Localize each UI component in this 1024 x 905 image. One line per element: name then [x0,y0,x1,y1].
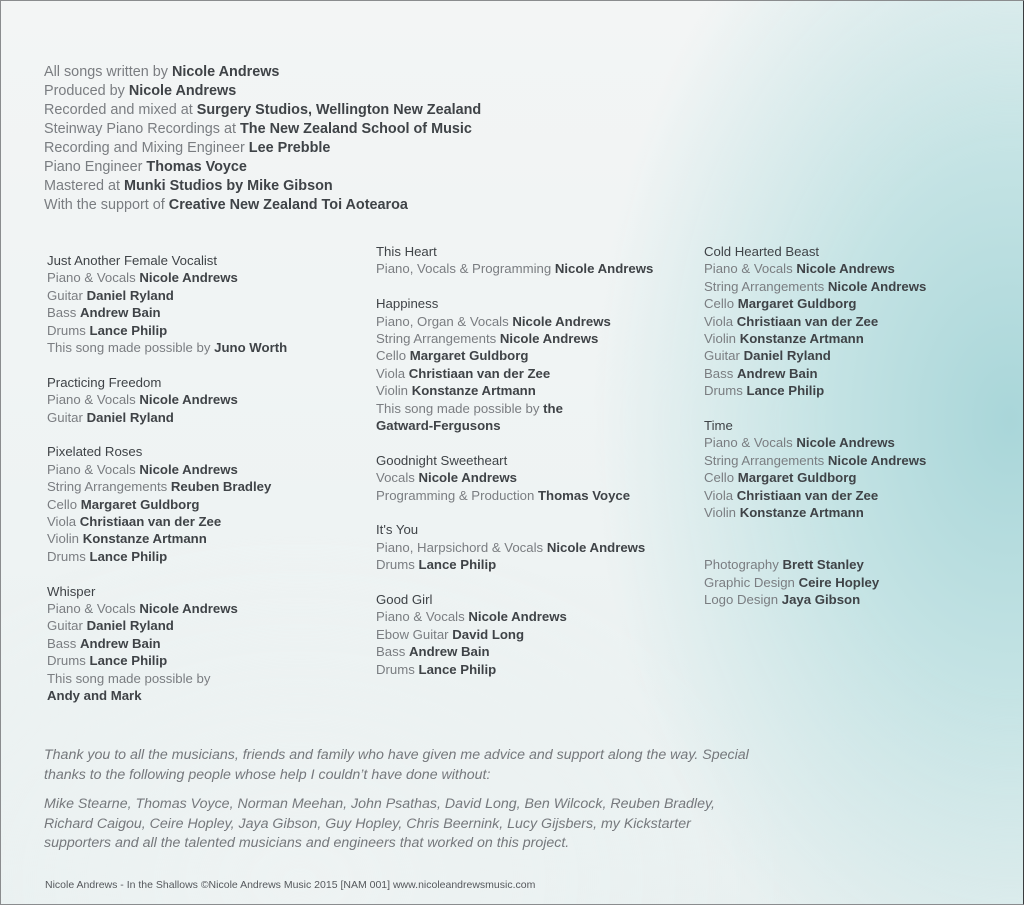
credit-name: Konstanze Artmann [739,505,864,521]
song-credit-line [704,487,926,504]
song-title: This Heart [376,244,437,259]
credit-role: Bass [47,635,77,651]
song-credit-line [376,608,653,625]
song-credit-line [47,513,287,530]
credit-role: Viola [704,487,734,503]
credit-name: Reuben Bradley [170,479,272,495]
credit-name: Nicole Andrews [139,461,238,477]
credit-role: Viola [704,313,734,329]
credit-role: Recording and Mixing Engineer [44,140,245,156]
credit-name: Andrew Bain [80,305,161,321]
credit-role: Cello [704,296,735,312]
credit-role: String Arrangements [47,479,168,495]
song-block [376,521,653,573]
song-credit-line [376,539,653,556]
credit-role: Piano, Vocals & Programming [376,261,552,277]
credit-name: the [543,400,563,416]
footer-copyright: Nicole Andrews - In the Shallows ©Nicole Andrews Music 2015 [NAM 001] www.nicoleandrewsmusic.com [45,879,536,891]
song-credit-line [704,382,926,399]
song-credit-line [376,556,653,573]
credit-role: Piano & Vocals [47,392,136,408]
song-credit-line [47,548,287,565]
design-credit-line [704,556,926,573]
credit-name: Creative New Zealand Toi Aotearoa [168,197,408,213]
credit-role: Violin [47,531,80,547]
credit-name: Konstanze Artmann [82,531,207,547]
credit-name: Christiaan van der Zee [736,313,879,329]
credit-name: Daniel Ryland [86,409,174,425]
credit-role: Viola [376,365,406,381]
credit-role: Recorded and mixed at [44,102,193,118]
credit-role: Drums [376,557,415,573]
song-credit-line [47,304,287,321]
credit-role: Piano & Vocals [704,435,793,451]
credit-name: Andrew Bain [409,644,490,660]
credit-name: Jaya Gibson [781,592,861,608]
credit-name: David Long [452,626,525,642]
song-block [704,417,926,521]
song-block [47,374,287,426]
song-credit-line [47,600,287,617]
credit-name: Konstanze Artmann [739,331,864,347]
song-credit-line [376,347,653,364]
song-credit-line [376,382,653,399]
song-credit-line [376,260,653,277]
song-title: Happiness [376,296,439,312]
credit-name: Nicole Andrews [499,331,599,347]
credit-name: Lance Philip [418,661,497,677]
thanks-section [44,746,764,864]
song-credit-line [47,530,287,547]
credit-name: Gatward-Fergusons [376,418,501,434]
credit-name: Nicole Andrews [827,452,927,468]
album-credits [44,63,481,215]
credit-role: Drums [47,322,86,338]
song-credit-line [376,643,653,660]
credit-role: Drums [376,661,415,677]
song-title: Goodnight Sweetheart [376,452,508,468]
song-credit-line [376,400,653,417]
song-credit-line [376,365,653,382]
song-block [376,243,653,278]
song-column-1 [47,252,287,722]
credit-role: String Arrangements [704,452,825,468]
song-credit-line [376,417,653,434]
credit-name: Nicole Andrews [796,261,895,277]
credit-name: Konstanze Artmann [411,383,536,399]
credit-name: Thomas Voyce [146,159,247,175]
credit-name: Nicole Andrews [796,435,895,451]
credit-role: Drums [704,383,743,399]
song-column-2 [376,243,653,695]
song-credit-line [47,322,287,339]
song-credit-line [376,661,653,678]
credit-role: Drums [47,548,86,564]
credit-role: Guitar [47,287,83,303]
credit-role: Viola [47,514,77,530]
credit-role: Graphic Design [704,574,795,590]
design-credit-line [704,574,926,591]
credit-role: Mastered at [44,178,120,194]
song-column-3 [704,243,926,608]
song-credit-line [47,269,287,286]
design-credit-line [704,591,926,608]
credit-name: Nicole Andrews [512,313,611,329]
credit-role: Cello [376,348,407,364]
song-title: Time [704,418,733,434]
thanks-paragraph: Thank you to all the musicians, friends and family who have given me advice and support along the way. Special thanks to the following people whose help I couldn’t have done without: [44,747,749,783]
credit-name: Surgery Studios, Wellington New Zealand [196,102,482,118]
credit-role: Piano & Vocals [704,261,793,277]
special-thanks-names: Mike Stearne, Thomas Voyce, Norman Meehan, John Psathas, David Long, Ben Wilcock, Reuben Bradley, Richard Caigou, Ceire Hopley, Jaya Gibson, Guy Hopley, Chris Beernink, Lucy Gijsbers, my Kickstarter supporters and all the talented musicians and engineers that worked on this project. [44,796,715,851]
song-credit-line [704,347,926,364]
credit-role: This song made possible by [47,340,211,356]
song-credit-line [47,496,287,513]
credit-role: Guitar [47,409,83,425]
song-credit-line [47,687,287,704]
credit-name: Lance Philip [89,548,168,564]
credit-role: Piano, Harpsichord & Vocals [376,539,544,555]
song-credit-line [704,278,926,295]
song-credit-line [47,391,287,408]
credit-name: Munki Studios by Mike Gibson [124,178,333,194]
credit-name: Margaret Guldborg [737,470,857,486]
credit-name: Andrew Bain [737,365,818,381]
song-credit-line [704,365,926,382]
credit-name: Thomas Voyce [538,487,631,503]
song-credit-line [704,295,926,312]
credit-role: String Arrangements [376,331,497,347]
song-credit-line [47,670,287,687]
credit-role: Piano & Vocals [376,609,465,625]
credit-name: Nicole Andrews [827,278,927,294]
song-credit-line [47,478,287,495]
credit-name: Margaret Guldborg [409,348,529,364]
credit-name: Lance Philip [746,383,825,399]
song-block [376,295,653,434]
credit-name: Nicole Andrews [139,392,238,408]
credit-name: Nicole Andrews [139,270,238,286]
credit-name: Nicole Andrews [128,83,237,99]
credit-line [44,158,481,177]
credit-role: Piano & Vocals [47,461,136,477]
song-credit-line [704,313,926,330]
credit-role: Bass [704,365,734,381]
credit-name: Daniel Ryland [86,287,174,303]
credit-role: All songs written by [44,64,168,80]
song-credit-line [704,434,926,451]
credit-role: Piano & Vocals [47,601,136,617]
song-title: Practicing Freedom [47,374,162,390]
song-credit-line [704,469,926,486]
song-credit-line [47,409,287,426]
credit-role: This song made possible by [47,670,211,686]
song-block [47,443,287,565]
song-credit-line [376,469,653,486]
credit-name: Christiaan van der Zee [736,487,879,503]
design-credits [704,556,926,608]
song-credit-line [704,260,926,277]
credit-name: Lance Philip [89,653,168,669]
credit-role: Guitar [47,618,83,634]
credit-role: Violin [704,331,737,347]
credit-role: Bass [47,305,77,321]
credit-role: Produced by [44,83,125,99]
credit-name: Nicole Andrews [171,64,280,80]
credit-role: Programming & Production [376,487,535,503]
credit-name: Nicole Andrews [554,261,654,277]
credit-role: Vocals [376,470,415,486]
credit-role: Cello [47,496,78,512]
song-block [47,583,287,705]
song-credit-line [47,617,287,634]
credit-role: Steinway Piano Recordings at [44,121,236,137]
credit-role: This song made possible by [376,400,540,416]
credit-role: With the support of [44,197,165,213]
credit-line [44,82,481,101]
credit-role: Piano & Vocals [47,270,136,286]
credit-role: String Arrangements [704,278,825,294]
song-credit-line [47,339,287,356]
song-title: Just Another Female Vocalist [47,253,218,268]
credit-role: Violin [376,383,409,399]
credit-line [44,63,481,82]
song-block [47,252,287,356]
song-block [376,452,653,504]
credit-name: Nicole Andrews [139,601,238,617]
credit-name: Nicole Andrews [418,470,517,486]
credit-name: The New Zealand School of Music [239,121,472,137]
credit-name: Andrew Bain [80,635,161,651]
credit-name: Christiaan van der Zee [79,514,222,530]
song-credit-line [47,652,287,669]
song-title: Good Girl [376,592,433,608]
song-title: Cold Hearted Beast [704,244,820,259]
credit-name: Lee Prebble [248,140,331,156]
song-block [376,591,653,678]
song-credit-line [376,313,653,330]
song-credit-line [704,504,926,521]
credit-role: Piano Engineer [44,159,143,175]
song-title: Pixelated Roses [47,444,143,460]
song-credit-line [47,635,287,652]
song-block [704,243,926,400]
credit-role: Violin [704,505,737,521]
credit-role: Photography [704,557,779,573]
song-credit-line [376,626,653,643]
credit-name: Margaret Guldborg [737,296,857,312]
credit-name: Daniel Ryland [743,348,831,364]
credit-role: Ebow Guitar [376,626,449,642]
credit-role: Bass [376,644,406,660]
credit-role: Drums [47,653,86,669]
credit-name: Nicole Andrews [546,539,646,555]
credit-name: Andy and Mark [47,688,142,704]
credit-role: Guitar [704,348,740,364]
credit-line [44,139,481,158]
credit-name: Daniel Ryland [86,618,174,634]
credit-name: Christiaan van der Zee [408,365,551,381]
credit-name: Brett Stanley [782,557,864,573]
song-title: Whisper [47,583,96,599]
credit-line [44,177,481,196]
song-credit-line [376,487,653,504]
credit-role: Piano, Organ & Vocals [376,313,509,329]
song-credit-line [47,287,287,304]
spacer [704,539,926,556]
credit-name: Margaret Guldborg [80,496,200,512]
credit-line [44,196,481,215]
song-credit-line [704,452,926,469]
song-title: It's You [376,522,419,538]
credit-line [44,120,481,139]
credit-role: Logo Design [704,592,779,608]
credit-name: Nicole Andrews [468,609,567,625]
song-credit-line [376,330,653,347]
song-credit-line [47,461,287,478]
credit-name: Lance Philip [418,557,497,573]
song-credit-line [704,330,926,347]
credit-name: Lance Philip [89,322,168,338]
credit-name: Ceire Hopley [798,574,880,590]
credit-role: Cello [704,470,735,486]
credit-name: Juno Worth [214,340,288,356]
credit-line [44,101,481,120]
